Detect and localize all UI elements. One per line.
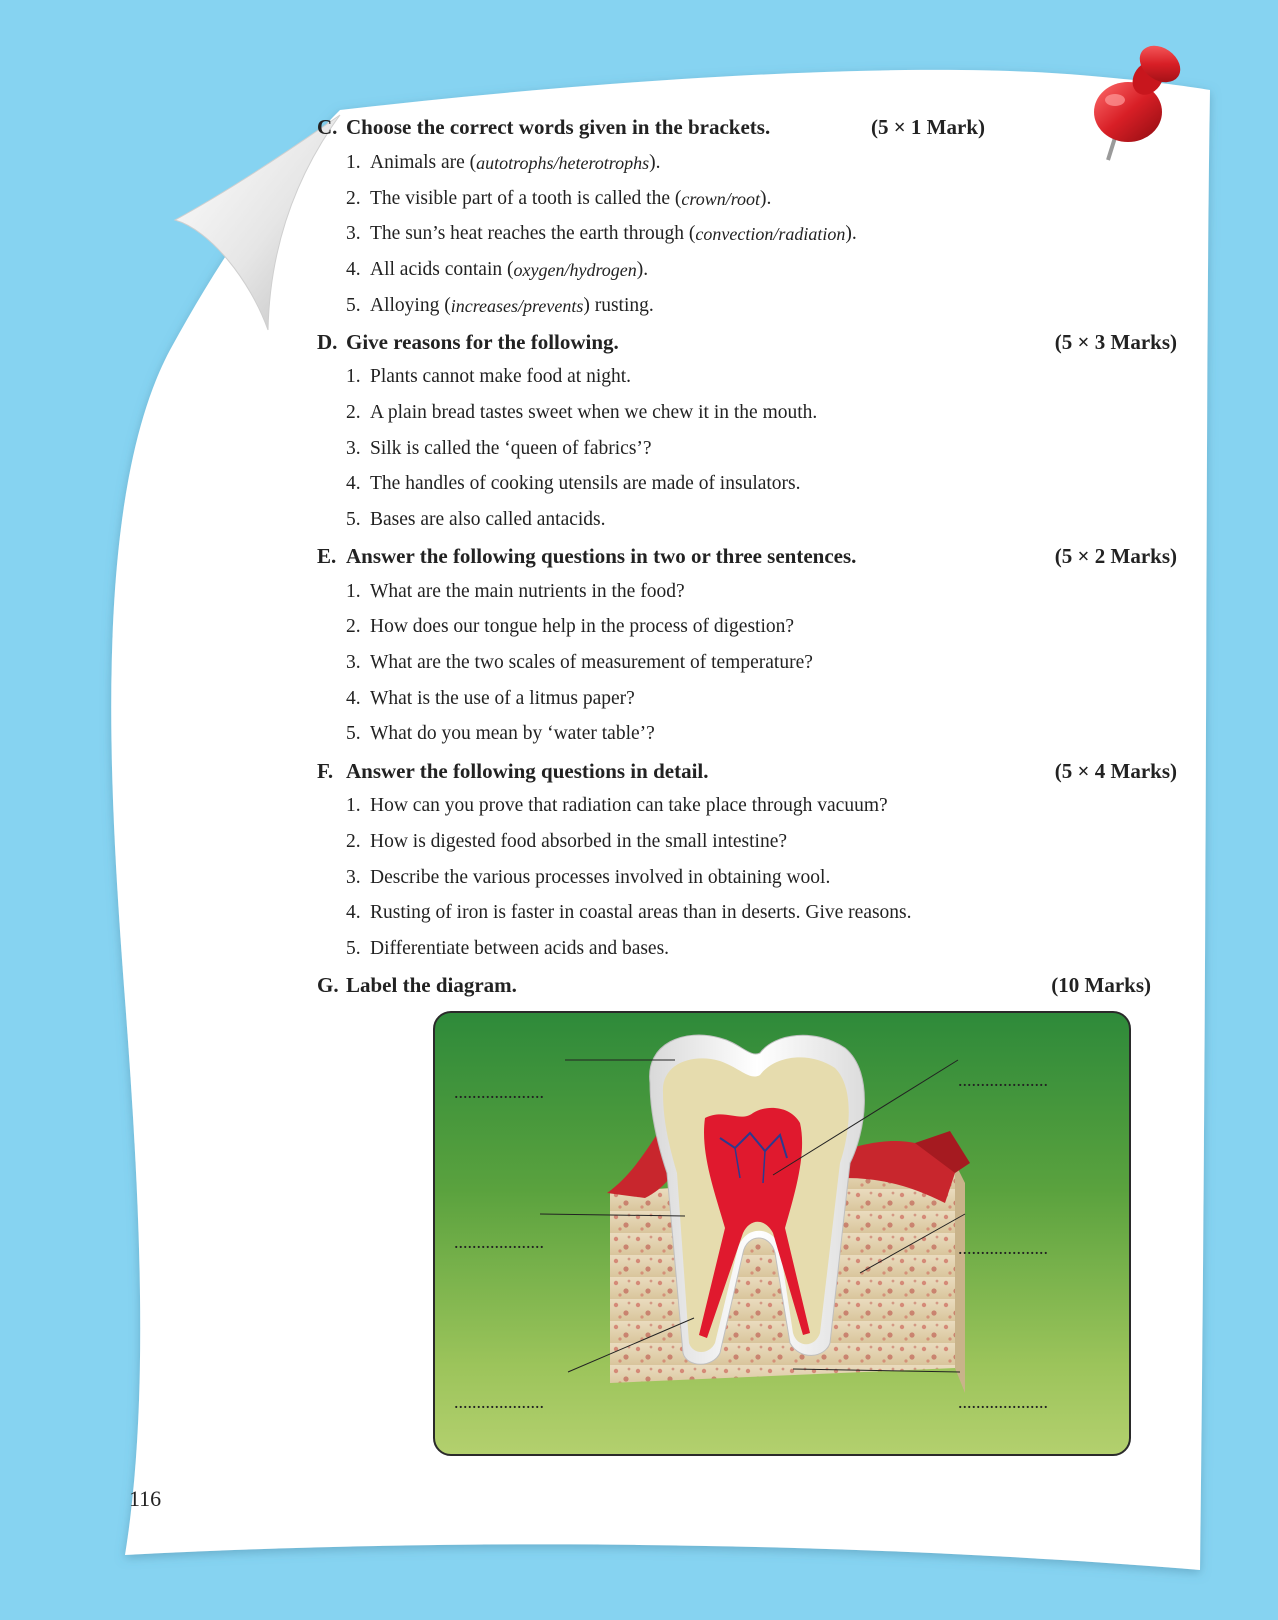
section-e-heading [317,540,1177,572]
question-item [346,290,654,322]
question-text: How does our tongue help in the process of digestion? [370,616,795,637]
question-number: 4. [346,688,361,709]
question-item [346,718,655,750]
question-text: Describe the various processes involved in obtaining wool. [370,867,831,888]
question-number: 2. [346,831,361,852]
question-number: 1. [346,795,361,816]
section-letter: D. [317,329,338,354]
section-marks: (5 × 4 Marks) [1054,759,1177,783]
question-text-end: ). [760,188,772,209]
label-blank-3: .................... [454,1232,544,1252]
question-text: Bases are also called antacids. [370,509,606,530]
question-text: Animals are ( [370,152,477,173]
question-number: 1. [346,366,361,387]
label-blank-5: .................... [454,1392,544,1412]
section-marks: (10 Marks) [1051,973,1151,997]
question-text: What are the main nutrients in the food? [370,581,685,602]
question-text: Rusting of iron is faster in coastal areas than in deserts. Give reasons. [370,902,912,923]
question-number: 5. [346,295,361,316]
question-text-end: ) rusting. [583,295,654,316]
question-number: 5. [346,938,361,959]
section-title: Answer the following questions in two or three sentences. [346,543,857,568]
section-letter: F. [317,758,334,783]
question-number: 1. [346,581,361,602]
question-text: How can you prove that radiation can take place through vacuum? [370,795,888,816]
question-text: Differentiate between acids and bases. [370,938,670,959]
question-text: What is the use of a litmus paper? [370,688,635,709]
question-text: Plants cannot make food at night. [370,366,632,387]
section-title: Label the diagram. [346,972,517,997]
question-item [346,147,661,179]
question-text-end: ). [636,259,649,280]
question-item [346,468,801,500]
question-item [346,611,794,643]
question-text: What are the two scales of measurement of temperature? [370,652,813,673]
question-number: 4. [346,902,361,923]
section-g-heading [317,969,1177,1001]
question-options: increases/prevents [450,295,584,316]
section-f-heading [317,755,1177,787]
section-title: Answer the following questions in detail. [346,758,709,783]
question-text: Silk is called the ‘queen of fabrics’? [370,438,652,459]
question-number: 2. [346,188,361,209]
question-text: A plain bread tastes sweet when we chew it in the mouth. [370,402,818,423]
question-item [346,933,669,965]
question-number: 5. [346,509,361,530]
question-item [346,683,635,715]
question-item [346,218,857,250]
label-blank-2: .................... [958,1070,1048,1090]
question-item [346,361,631,393]
section-marks: (5 × 3 Marks) [1054,330,1177,354]
question-text: The handles of cooking utensils are made of insulators. [370,473,801,494]
tooth-diagram [433,1011,1131,1456]
question-text: How is digested food absorbed in the small intestine? [370,831,788,852]
section-title: Give reasons for the following. [346,329,619,354]
question-number: 5. [346,723,361,744]
label-blank-6: .................... [958,1392,1048,1412]
question-number: 4. [346,473,361,494]
page-number: 116 [129,1486,162,1511]
label-blank-4: .................... [958,1238,1048,1258]
question-text: All acids contain ( [370,259,514,280]
question-item [346,790,888,822]
question-number: 3. [346,652,361,673]
section-marks: (5 × 1 Mark) [870,115,985,139]
question-options: crown/root [681,188,761,209]
question-text-end: ). [845,223,857,244]
section-letter: E. [317,543,337,568]
question-item [346,862,830,894]
question-item [346,897,912,929]
question-item [346,504,606,536]
question-number: 1. [346,152,361,173]
question-options: oxygen/hydrogen [513,259,637,280]
question-options: convection/radiation [695,223,846,244]
section-marks: (5 × 2 Marks) [1054,544,1177,568]
label-blank-1: .................... [454,1082,544,1102]
question-options: autotrophs/heterotrophs [476,152,650,173]
question-item [346,826,787,858]
question-item [346,647,813,679]
question-text: The visible part of a tooth is called the ( [370,188,682,209]
question-item [346,433,652,465]
question-item [346,254,648,286]
question-number: 2. [346,616,361,637]
question-number: 2. [346,402,361,423]
section-letter: G. [317,972,339,997]
question-text: The sun’s heat reaches the earth through ( [370,223,696,244]
question-number: 3. [346,867,361,888]
section-title: Choose the correct words given in the brackets. [346,114,771,139]
question-text: What do you mean by ‘water table’? [370,723,655,744]
section-letter: C. [317,114,338,139]
question-number: 4. [346,259,361,280]
question-item [346,576,685,608]
question-text: Alloying ( [370,295,451,316]
question-text-end: ). [649,152,661,173]
question-number: 3. [346,438,361,459]
question-item [346,397,817,429]
section-d-heading [317,326,1177,358]
question-number: 3. [346,223,361,244]
section-c-heading [317,111,1177,143]
question-item [346,183,771,215]
